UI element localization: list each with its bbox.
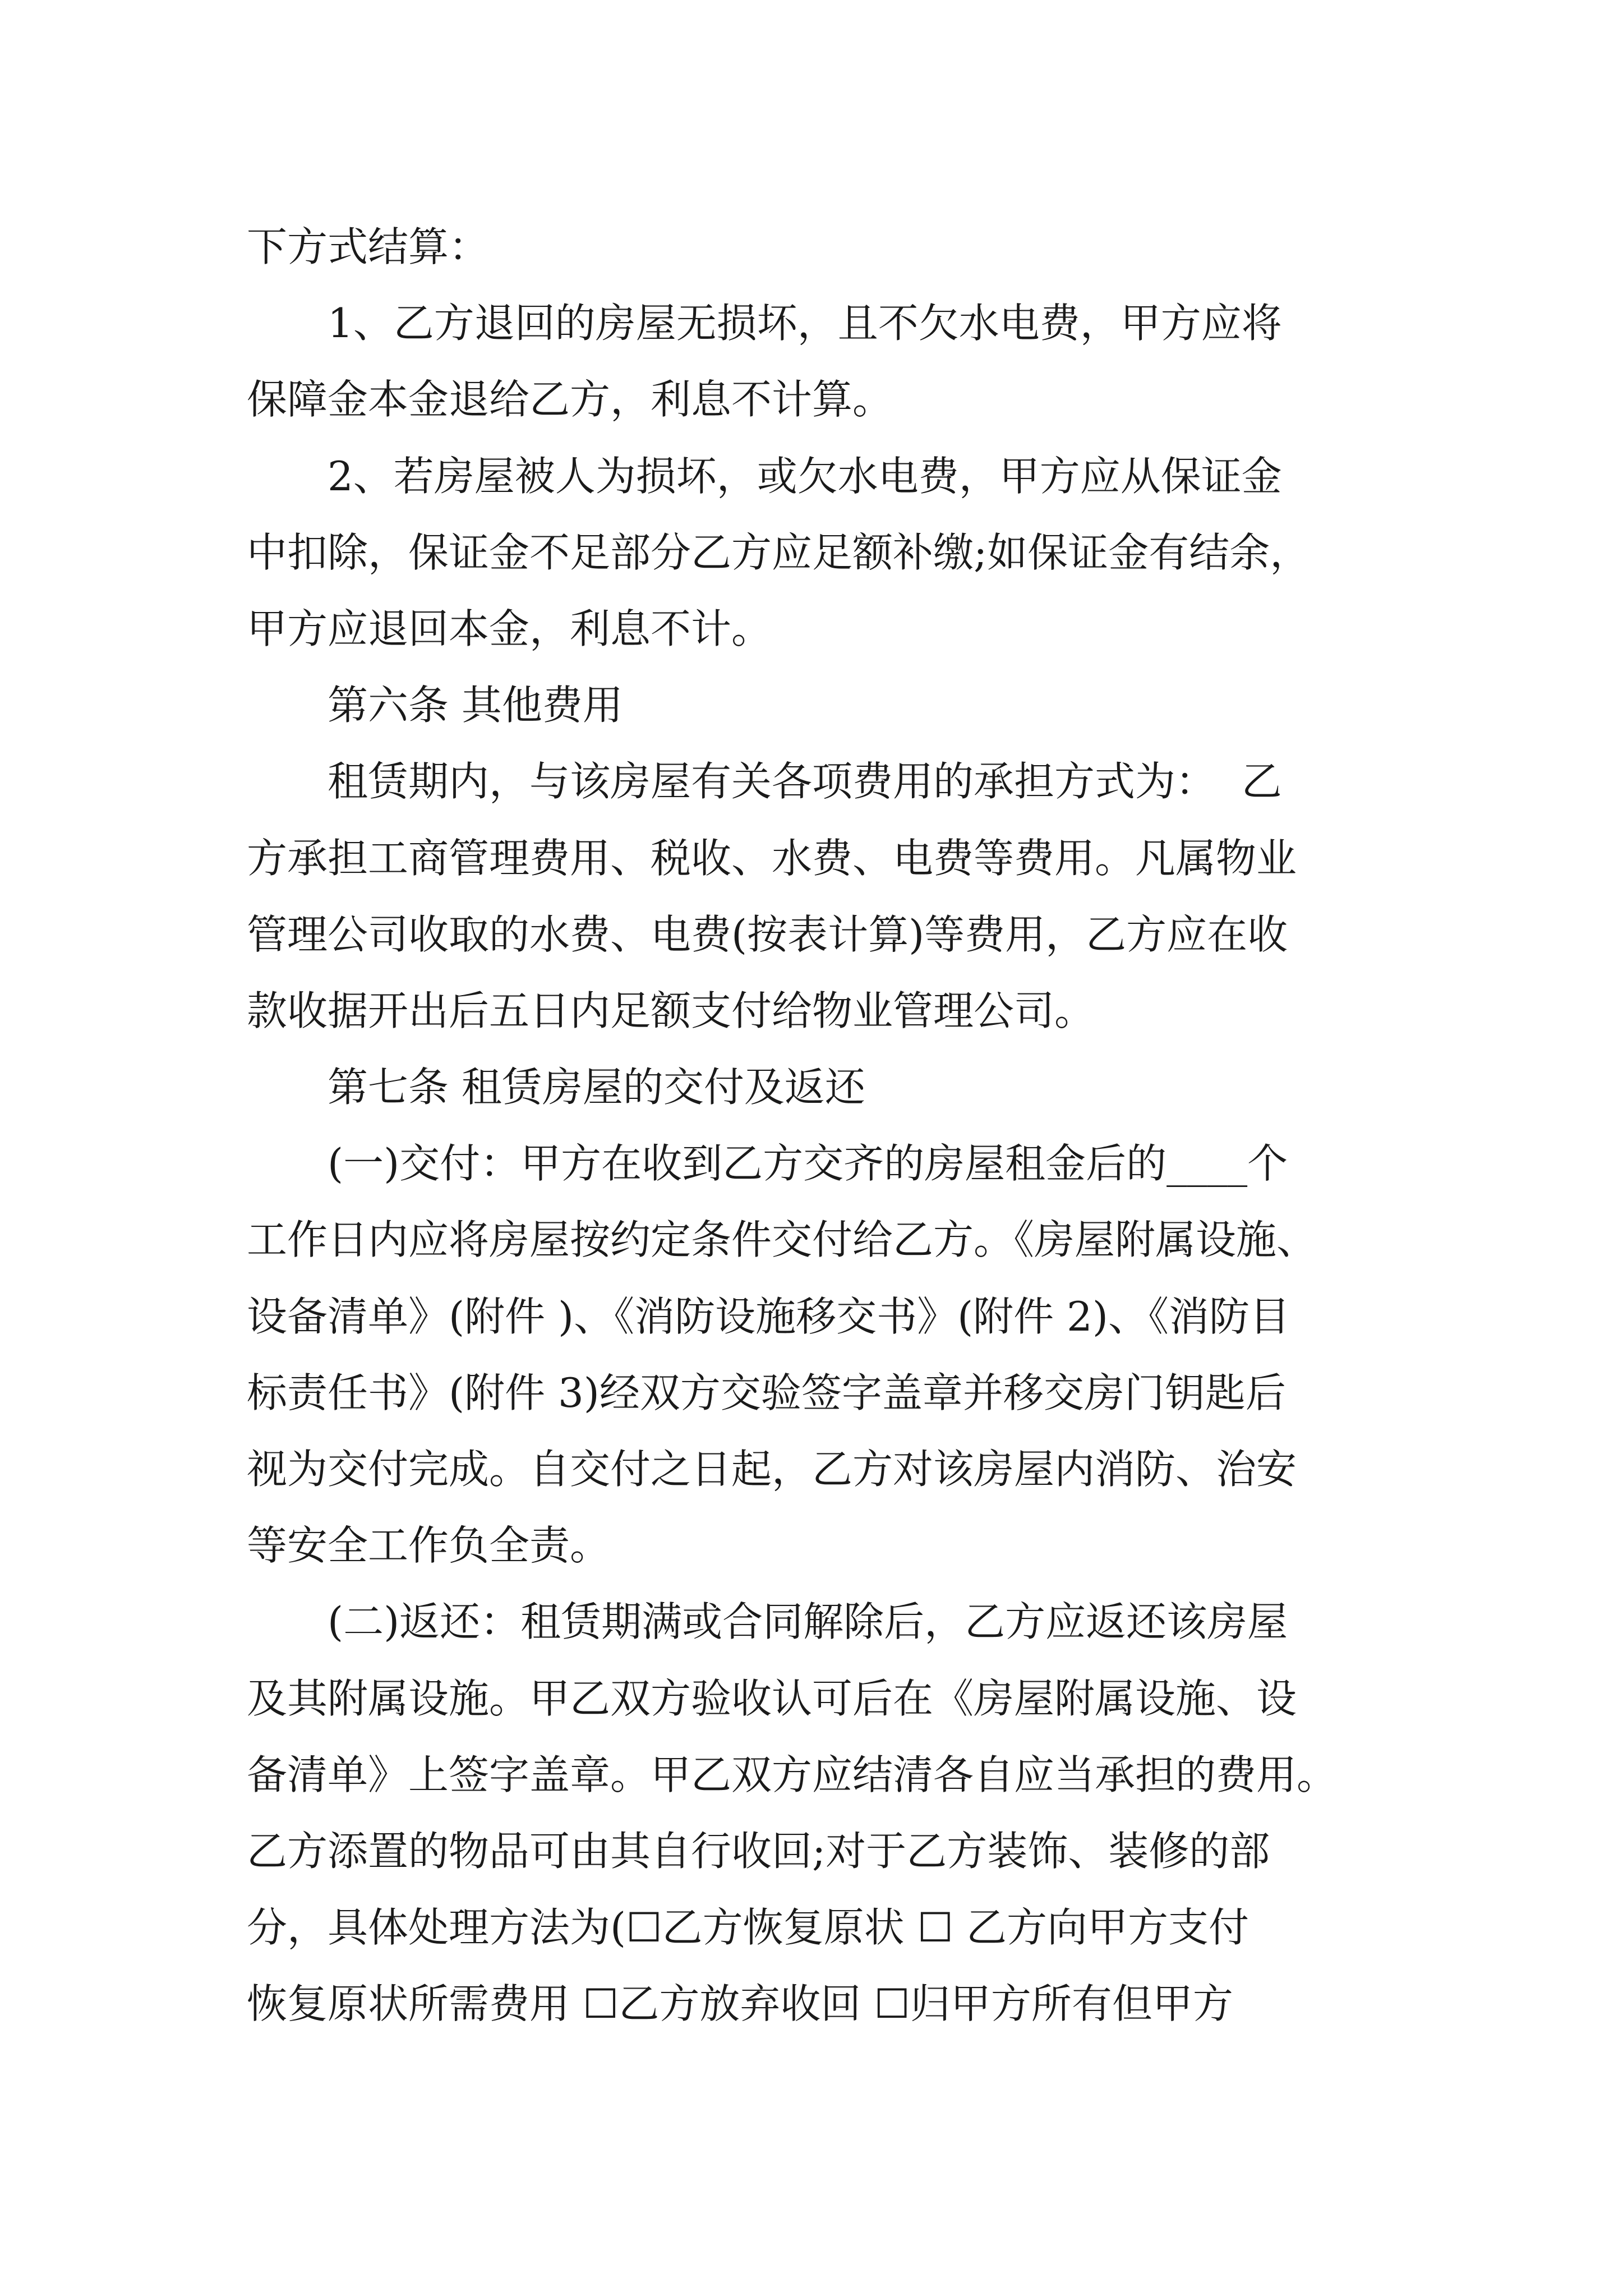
document-text-line: 中扣除，保证金不足部分乙方应足额补缴;如保证金有结余， bbox=[247, 528, 1311, 576]
document-text-line: 备清单》上签字盖章。甲乙双方应结清各自应当承担的费用。 bbox=[247, 1751, 1338, 1798]
document-text-line: 下方式结算： bbox=[247, 223, 490, 270]
document-text-line: 管理公司收取的水费、电费(按表计算)等费用，乙方应在收 bbox=[247, 910, 1288, 958]
document-text-line: (二)返还：租赁期满或合同解除后，乙方应返还该房屋 bbox=[328, 1598, 1288, 1646]
document-text-line: 第七条 租赁房屋的交付及返还 bbox=[328, 1064, 865, 1111]
document-text-line: 款收据开出后五日内足额支付给物业管理公司。 bbox=[247, 987, 1095, 1034]
document-text-line: 标责任书》(附件 3)经双方交验签字盖章并移交房门钥匙后 bbox=[247, 1369, 1286, 1416]
document-text-line: 第六条 其他费用 bbox=[328, 682, 623, 729]
document-text-line: 方承担工商管理费用、税收、水费、电费等费用。凡属物业 bbox=[247, 834, 1297, 882]
document-text-line: 乙方添置的物品可由其自行收回;对于乙方装饰、装修的部 bbox=[247, 1827, 1270, 1875]
document-text-line: 2、若房屋被人为损坏，或欠水电费，甲方应从保证金 bbox=[328, 452, 1282, 500]
document-text-line: (一)交付：甲方在收到乙方交齐的房屋租金后的____个 bbox=[328, 1140, 1288, 1188]
document-text-line: 分，具体处理方法为(☐乙方恢复原状 ☐ 乙方向甲方支付 bbox=[247, 1904, 1249, 1952]
document-body bbox=[247, 209, 1391, 2042]
document-text-line: 租赁期内，与该房屋有关各项费用的承担方式为： 乙 bbox=[328, 758, 1282, 806]
document-text-line: 甲方应退回本金，利息不计。 bbox=[247, 605, 772, 652]
document-text-line: 及其附属设施。甲乙双方验收认可后在《房屋附属设施、设 bbox=[247, 1674, 1297, 1722]
document-text-line: 恢复原状所需费用 ☐乙方放弃收回 ☐归甲方所有但甲方 bbox=[247, 1980, 1233, 2028]
document-text-line: 工作日内应将房屋按约定条件交付给乙方。《房屋附属设施、 bbox=[247, 1216, 1317, 1264]
document-text-line: 保障金本金退给乙方，利息不计算。 bbox=[247, 376, 893, 424]
document-text-line: 设备清单》(附件 )、《消防设施移交书》(附件 2)、《消防目 bbox=[247, 1292, 1290, 1340]
document-text-line: 视为交付完成。自交付之日起，乙方对该房屋内消防、治安 bbox=[247, 1446, 1297, 1493]
document-text-line: 等安全工作负全责。 bbox=[247, 1522, 611, 1570]
document-text-line: 1、乙方退回的房屋无损坏，且不欠水电费，甲方应将 bbox=[328, 300, 1282, 347]
